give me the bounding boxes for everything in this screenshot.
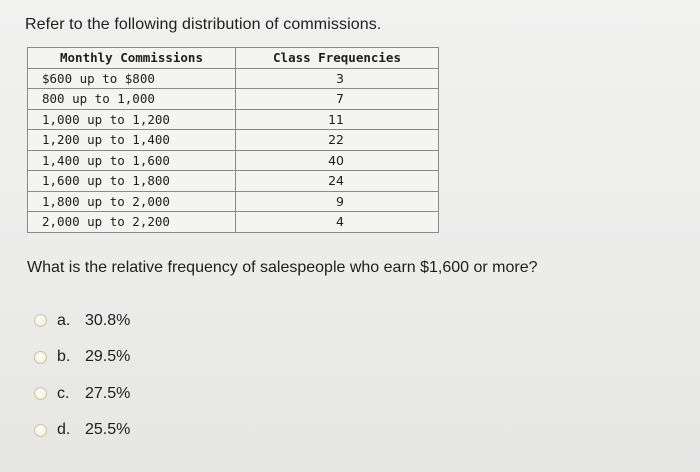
option-d[interactable]	[34, 418, 130, 443]
commission-range: $600 up to $800	[28, 68, 236, 89]
question-text: What is the relative frequency of salespeople who earn $1,600 or more?	[27, 259, 538, 276]
intro-text: Refer to the following distribution of commissions.	[25, 16, 382, 33]
commission-range: 1,400 up to 1,600	[28, 150, 236, 171]
option-text: 27.5%	[85, 384, 131, 402]
commission-range: 2,000 up to 2,200	[28, 212, 236, 233]
radio-button-icon[interactable]	[34, 351, 47, 364]
commission-range: 800 up to 1,000	[28, 89, 236, 110]
table-row	[28, 89, 439, 110]
table-row	[28, 68, 439, 89]
class-frequency: 3	[236, 68, 439, 89]
table-header-row	[28, 48, 439, 69]
option-letter: b.	[57, 348, 71, 365]
option-letter: a.	[57, 311, 71, 329]
table-row	[28, 191, 439, 212]
header-monthly-commissions: Monthly Commissions	[28, 48, 236, 69]
table-row	[28, 171, 439, 192]
class-frequency: 24	[236, 171, 439, 192]
option-c[interactable]	[34, 381, 130, 406]
option-text: 29.5%	[85, 348, 131, 365]
option-text: 30.8%	[85, 311, 131, 329]
radio-button-icon[interactable]	[34, 387, 47, 400]
class-frequency: 4	[236, 212, 439, 233]
option-letter: d.	[57, 421, 71, 438]
radio-button-icon[interactable]	[34, 314, 47, 327]
answer-options	[34, 308, 130, 454]
table-row	[28, 130, 439, 151]
commission-range: 1,800 up to 2,000	[28, 191, 236, 212]
table-row	[28, 109, 439, 130]
class-frequency: 11	[236, 109, 439, 130]
class-frequency: 9	[236, 191, 439, 212]
class-frequency: 40	[236, 150, 439, 171]
class-frequency: 7	[236, 89, 439, 110]
header-class-frequencies: Class Frequencies	[236, 48, 439, 69]
class-frequency: 22	[236, 130, 439, 151]
radio-button-icon[interactable]	[34, 424, 47, 437]
table-row	[28, 212, 439, 233]
commission-range: 1,000 up to 1,200	[28, 109, 236, 130]
commission-range: 1,600 up to 1,800	[28, 171, 236, 192]
table-row	[28, 150, 439, 171]
option-a[interactable]	[34, 308, 130, 333]
option-b[interactable]	[34, 345, 130, 370]
option-letter: c.	[57, 384, 70, 402]
option-text: 25.5%	[85, 421, 131, 438]
commission-range: 1,200 up to 1,400	[28, 130, 236, 151]
commissions-table	[27, 47, 439, 233]
